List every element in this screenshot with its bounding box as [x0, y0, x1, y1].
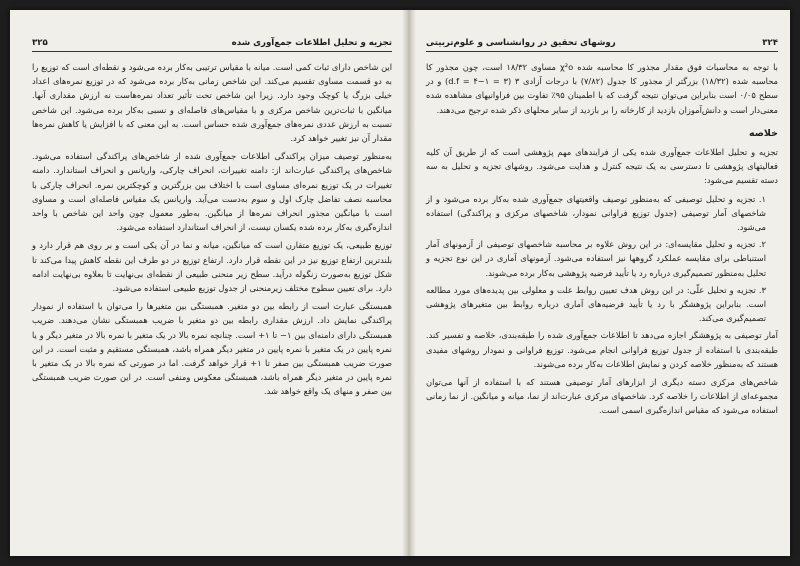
summary-list-item: ۱. تجزیه و تحلیل توصیفی که به‌منظور توصیف واقعیتهای جمع‌آوری شده به‌کار برده می‌شود و از شاخصهای آمار توصیفی (جدول توزیع فراوانی نمودار، شاخصهای مرکزی و پراکندگی) استفاده می‌شود. — [426, 193, 766, 233]
right-paragraph: شاخص‌های مرکزی دسته دیگری از ابزارهای آمار توصیفی هستند که با استفاده از آنها می‌توان مجموعه‌ای از اطلاعات را خلاصه کرد. شاخصهای مرکزی عبارت‌اند از نما، میانه و میانگین. از نما زمانی استفاده می‌شود که مقیاس اندازه‌گیری اسمی است. — [426, 377, 778, 416]
left-running-head — [32, 38, 392, 52]
summary-list-item: ۲. تجزیه و تحلیل مقایسه‌ای: در این روش علاوه بر محاسبه شاخصهای توصیفی از آزمونهای آمار استنباطی برای مقایسه عملکرد گروهها نیز استفاده می‌شود. آزمونهای آماری در این نوع تجزیه و تحلیل به‌منظور تصمیم‌گیری درباره رد یا تأیید فرضیه پژوهشی به‌کار برده می‌شوند. — [426, 239, 766, 278]
summary-list-item: ۳. تجزیه و تحلیل علّی: در این روش هدف تعیین روابط علت و معلولی بین پدیده‌های مورد مطالعه است. بنابراین پژوهشگر با رد یا تأیید فرضیه‌های آماری درباره روابط بین متغیرهای پژوهشی تصمیم‌گیری می‌کند. — [426, 284, 766, 324]
left-paragraph: این شاخص دارای ثبات کمی است. میانه با مقیاس ترتیبی به‌کار برده می‌شود و نقطه‌ای است که توزیع را به دو قسمت مساوی تقسیم می‌کند. این شاخص زمانی به‌کار برده می‌شود که در توزیع نمره‌های اعداد خیلی بزرگ یا کوچک وجود دارد. زیرا این شاخص تحت تأثیر تعداد نمره‌هاست نه ارزش مقداری آنها. میانگین با ثبات‌ترین شاخص مرکزی و با مقیاس‌های فاصله‌ای و نسبی به‌کار برده می‌شود. این شاخص نسبت به ارزش عددی نمره‌های جمع‌آوری شده حساس است. به این معنی که با افزایش یا کاهش نمره‌ها مقدار آن نیز تغییر خواهد کرد. — [32, 62, 392, 144]
right-paragraph: آمار توصیفی به پژوهشگر اجازه می‌دهد تا اطلاعات جمع‌آوری شده را طبقه‌بندی، خلاصه و تفسیر کند. طبقه‌بندی با استفاده از جدول توزیع فراوانی انجام می‌شود. توزیع فراوانی و نمودار روشهای مفیدی هستند که به‌منظور خلاصه کردن و نمایش اطلاعات به‌کار برده می‌شوند. — [426, 330, 778, 369]
left-paragraph: توزیع طبیعی، یک توزیع متقارن است که میانگین، میانه و نما در آن یکی است و بر روی هم قرار دارد و بلندترین ارتفاع توزیع نیز در این نقطه قرار دارد. ارتفاع توزیع در دو طرف این نقطه کاهش پیدا می‌کند تا شکل توزیع به‌صورت زنگوله درآید. سطح زیر منحنی طبیعی از نقطه‌ای بی‌نهایت تا بعلاوه بی‌نهایت ادامه دارد. برای تعیین سطوح مختلف زیرمنحنی از جدول توزیع طبیعی استفاده می‌شود. — [32, 240, 392, 294]
left-running-title: تجزیه و تحلیل اطلاعات جمع‌آوری شده — [231, 38, 392, 48]
book-spread — [10, 10, 790, 556]
left-paragraph: همبستگی عبارت است از رابطه بین دو متغیر. همبستگی بین متغیرها را می‌توان با استفاده از نمودار پراکندگی نمایش داد. ارزش مقداری رابطه بین دو متغیر با ضریب همبستگی نشان می‌دهند. ضریب همبستگی دارای دامنه‌ای بین ۱− تا ۱+ است. چنانچه نمره بالا در یک متغیر با نمره بالا در متغیر دیگر و یا نمره پایین در یک متغیر با نمره پایین در متغیر دیگر همراه باشد، همبستگی مستقیم و مثبت است. در این صورت ضریب همبستگی بین صفر تا ۱+ قرار خواهد گرفت. اما در صورتی که نمره بالا در یک متغیر با نمره پایین در متغیر دیگر همراه باشد، همبستگی معکوس ومنفی است. در این صورت ضریب همبستگی بین صفر و منهای یک واقع خواهد شد. — [32, 301, 392, 397]
summary-list — [426, 192, 778, 326]
left-body-text — [32, 60, 392, 399]
right-page-number: ۳۲۴ — [762, 38, 778, 48]
left-paragraph: به‌منظور توصیف میزان پراکندگی اطلاعات جمع‌آوری شده از شاخص‌های پراکندگی استفاده می‌شود. شاخص‌های پراکندگی عبارت‌اند از: دامنه تغییرات، انحراف چارکی، واریانس و انحراف استاندارد. دامنه تغییرات در یک توزیع نمره‌ای مساوی است با اختلاف بین بزرگترین و کوچکترین نمره. انحراف چارکی با محاسبه نصف تفاضل چارک اول و سوم به‌دست می‌آید. واریانس یک مقیاس فاصله‌ای است و مساوی است با میانگین مجذور انحراف نمره‌ها از میانگین. به‌طور معمول چون واحد این شاخص با واحد اندازه‌گیری به‌کار برده شده یکسان نیست، از انحراف استاندارد استفاده می‌شود. — [32, 151, 392, 233]
right-running-title: روشهای تحقیق در روانشناسی و علوم‌تربیتی — [426, 38, 616, 48]
right-running-head — [426, 38, 778, 52]
left-page-number: ۳۲۵ — [32, 38, 48, 48]
right-page — [426, 10, 778, 556]
right-body-text — [426, 60, 778, 418]
intro-paragraph: با توجه به محاسبات فوق مقدار مجذور کا محاسبه شده χ²o مساوی ۱۸/۳۲ است، چون مجذور کا محاسبه شده (۱۸/۳۲) بزرگتر از مجذور کا جدول (۷/۸۲) با درجات آزادی ۳ (d.f = ۴−۱ = ۳) و در سطح ۰/۰۵ است بنابراین می‌توان نتیجه گرفت که با اطمینان ۹۵٪ تفاوت بین فراوانیهای مشاهده شده معنی‌دار است و دانش‌آموزان بازدید از کارخانه را بر بازدید از سایر محلهای ذکر شده ترجیح می‌دهند. — [426, 62, 778, 115]
summary-heading: خلاصه — [748, 127, 778, 139]
left-page — [32, 10, 392, 556]
book-gutter — [402, 10, 416, 556]
summary-intro: تجزیه و تحلیل اطلاعات جمع‌آوری شده یکی از فرایندهای مهم پژوهشی است که از طریق آن کلیه فعالیتهای پژوهشی تا دسترسی به یک نتیجه کنترل و هدایت می‌شود. روشهای تجزیه و تحلیل به سه دسته تقسیم می‌شود: — [426, 147, 778, 186]
